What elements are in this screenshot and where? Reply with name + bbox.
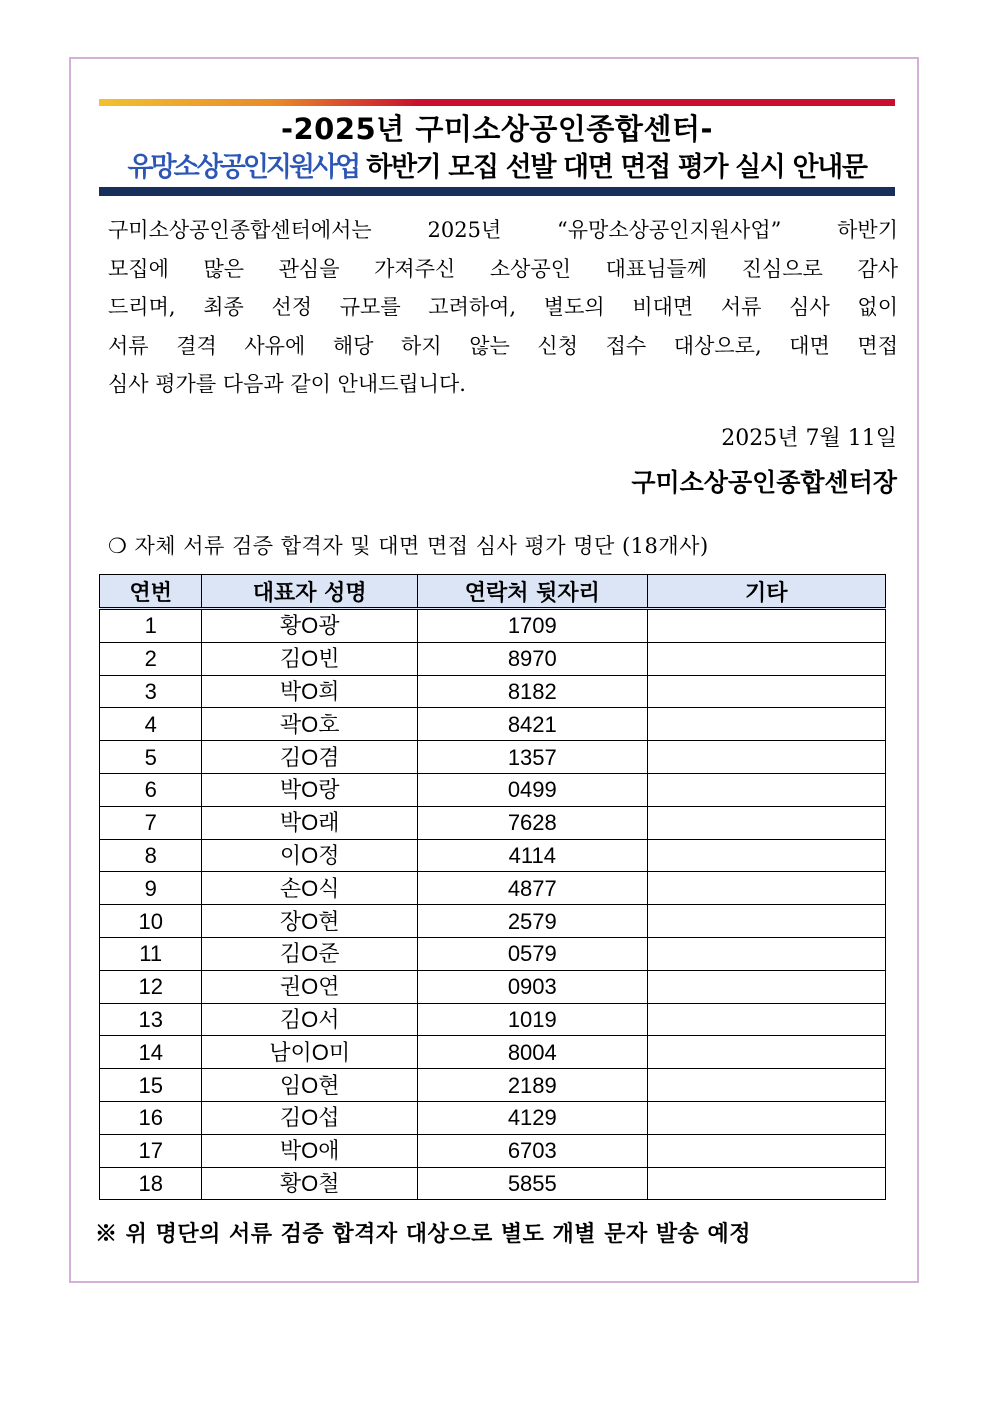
cell-phone: 7628 [417, 806, 647, 839]
cell-name: 김O섭 [202, 1101, 418, 1134]
cell-name: 김O빈 [202, 642, 418, 675]
cell-note [647, 675, 885, 708]
cell-name: 김O겸 [202, 741, 418, 774]
table-body [100, 609, 886, 1200]
cell-no: 11 [100, 937, 202, 970]
cell-no: 10 [100, 905, 202, 938]
cell-no: 4 [100, 708, 202, 741]
document-subtitle [99, 150, 895, 186]
column-header-name: 대표자 성명 [202, 575, 418, 609]
cell-note [647, 970, 885, 1003]
cell-note [647, 1069, 885, 1102]
cell-phone: 0499 [417, 773, 647, 806]
table-row [100, 905, 886, 938]
cell-no: 1 [100, 609, 202, 643]
cell-no: 7 [100, 806, 202, 839]
table-row [100, 708, 886, 741]
cell-note [647, 1036, 885, 1069]
cell-phone: 5855 [417, 1167, 647, 1200]
cell-note [647, 1167, 885, 1200]
cell-name: 박O랑 [202, 773, 418, 806]
cell-no: 15 [100, 1069, 202, 1102]
cell-name: 이O정 [202, 839, 418, 872]
cell-phone: 0579 [417, 937, 647, 970]
cell-phone: 6703 [417, 1134, 647, 1167]
intro-line: 드리며, 최종 선정 규모를 고려하여, 별도의 비대면 서류 심사 없이 [108, 295, 898, 319]
signer: 구미소상공인종합센터장 [631, 468, 897, 497]
footnote: ※ 위 명단의 서류 검증 합격자 대상으로 별도 개별 문자 발송 예정 [95, 1221, 752, 1247]
table-row [100, 1036, 886, 1069]
cell-note [647, 872, 885, 905]
table-row [100, 970, 886, 1003]
table-row [100, 609, 886, 643]
cell-no: 12 [100, 970, 202, 1003]
cell-phone: 4877 [417, 872, 647, 905]
table-row [100, 1069, 886, 1102]
table-row [100, 773, 886, 806]
cell-no: 14 [100, 1036, 202, 1069]
table-row [100, 1101, 886, 1134]
table-header-row [100, 575, 886, 609]
cell-no: 6 [100, 773, 202, 806]
cell-name: 손O식 [202, 872, 418, 905]
issue-date: 2025년 7월 11일 [721, 426, 897, 451]
cell-no: 2 [100, 642, 202, 675]
cell-phone: 8182 [417, 675, 647, 708]
cell-note [647, 708, 885, 741]
table-row [100, 1134, 886, 1167]
cell-no: 16 [100, 1101, 202, 1134]
cell-no: 8 [100, 839, 202, 872]
table-row [100, 642, 886, 675]
list-heading: ❍ 자체 서류 검증 합격자 및 대면 면접 심사 평가 명단 (18개사) [108, 534, 709, 558]
cell-phone: 8004 [417, 1036, 647, 1069]
cell-name: 박O애 [202, 1134, 418, 1167]
cell-no: 13 [100, 1003, 202, 1036]
column-header-phone: 연락처 뒷자리 [417, 575, 647, 609]
intro-paragraph [108, 211, 898, 404]
cell-name: 김O서 [202, 1003, 418, 1036]
table-row [100, 937, 886, 970]
cell-name: 김O준 [202, 937, 418, 970]
cell-no: 3 [100, 675, 202, 708]
cell-name: 박O희 [202, 675, 418, 708]
table-row [100, 806, 886, 839]
document-title: -2025년 구미소상공인종합센터- [280, 112, 714, 146]
cell-name: 남이O미 [202, 1036, 418, 1069]
cell-note [647, 1134, 885, 1167]
column-header-note: 기타 [647, 575, 885, 609]
table-row [100, 675, 886, 708]
table-row [100, 1003, 886, 1036]
cell-note [647, 609, 885, 643]
program-name-highlight: 유망소상공인지원사업 [127, 152, 359, 183]
cell-note [647, 773, 885, 806]
cell-no: 17 [100, 1134, 202, 1167]
cell-phone: 4114 [417, 839, 647, 872]
cell-no: 9 [100, 872, 202, 905]
intro-line: 서류 결격 사유에 해당 하지 않는 신청 접수 대상으로, 대면 면접 [108, 333, 898, 358]
table-row [100, 741, 886, 774]
cell-note [647, 937, 885, 970]
table-row [100, 1167, 886, 1200]
cell-note [647, 806, 885, 839]
column-header-no: 연번 [100, 575, 202, 609]
intro-line: 구미소상공인종합센터에서는 2025년 “유망소상공인지원사업” 하반기 [108, 218, 898, 242]
cell-phone: 1019 [417, 1003, 647, 1036]
cell-note [647, 839, 885, 872]
intro-line: 모집에 많은 관심을 가져주신 소상공인 대표님들께 진심으로 감사 [108, 256, 898, 281]
table-row [100, 872, 886, 905]
cell-name: 황O광 [202, 609, 418, 643]
cell-name: 곽O호 [202, 708, 418, 741]
cell-phone: 2579 [417, 905, 647, 938]
cell-name: 박O래 [202, 806, 418, 839]
table-row [100, 839, 886, 872]
cell-name: 장O현 [202, 905, 418, 938]
header-bottom-bar [99, 187, 895, 196]
intro-line: 심사 평가를 다음과 같이 안내드립니다. [108, 372, 466, 396]
cell-name: 임O현 [202, 1069, 418, 1102]
cell-phone: 8970 [417, 642, 647, 675]
cell-note [647, 1101, 885, 1134]
cell-name: 권O연 [202, 970, 418, 1003]
cell-name: 황O철 [202, 1167, 418, 1200]
cell-phone: 8421 [417, 708, 647, 741]
cell-phone: 2189 [417, 1069, 647, 1102]
header-top-gradient-bar [99, 99, 895, 106]
cell-note [647, 1003, 885, 1036]
cell-no: 18 [100, 1167, 202, 1200]
applicant-table [99, 574, 886, 1200]
cell-phone: 0903 [417, 970, 647, 1003]
cell-no: 5 [100, 741, 202, 774]
cell-phone: 1357 [417, 741, 647, 774]
cell-phone: 1709 [417, 609, 647, 643]
subtitle-rest: 하반기 모집 선발 대면 면접 평가 실시 안내문 [358, 152, 867, 183]
cell-note [647, 905, 885, 938]
cell-note [647, 741, 885, 774]
cell-note [647, 642, 885, 675]
cell-phone: 4129 [417, 1101, 647, 1134]
